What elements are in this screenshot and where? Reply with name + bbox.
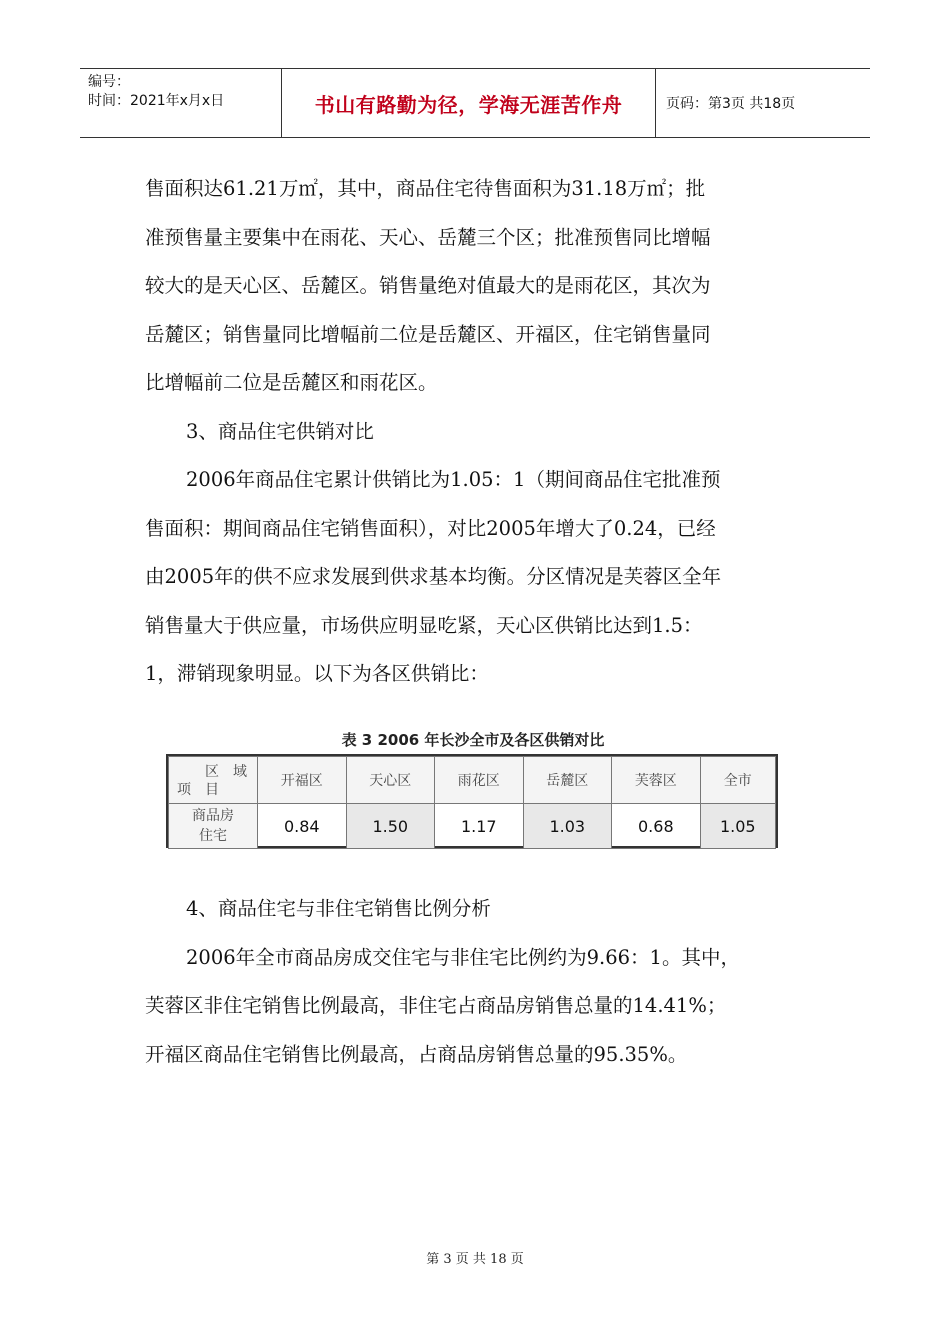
- paragraph-line: 较大的是天心区、岳麓区。销售量绝对值最大的是雨花区，其次为: [145, 274, 711, 297]
- header-date-label: 时间：2021年x月x日: [88, 93, 225, 109]
- section-heading-4: 4、商品住宅与非住宅销售比例分析: [186, 897, 491, 920]
- document-body-section-4: [145, 885, 810, 1079]
- paragraph-line: 比增幅前二位是岳麓区和雨花区。: [145, 371, 438, 394]
- table-cell: 1.17: [435, 804, 524, 849]
- row-label-line: 商品房: [192, 808, 234, 824]
- header-motto: 书山有路勤为径，学海无涯苦作舟: [282, 69, 656, 137]
- table-cell: 1.50: [346, 804, 435, 849]
- paragraph-line: 岳麓区；销售量同比增幅前二位是岳麓区、开福区，住宅销售量同: [145, 322, 711, 346]
- paragraph-line: 2006年全市商品房成交住宅与非住宅比例约为9.66：1。其中，: [186, 945, 740, 969]
- row-label: [169, 804, 258, 849]
- table-row: [169, 804, 776, 849]
- table-cell: 1.03: [523, 804, 612, 849]
- paragraph-line: 2006年商品住宅累计供销比为1.05：1（期间商品住宅批准预: [186, 468, 721, 491]
- document-header: [80, 68, 870, 138]
- table-cell: 0.68: [612, 804, 701, 849]
- column-header: 芙蓉区: [612, 757, 701, 804]
- column-header: 全市: [700, 757, 775, 804]
- paragraph-line: 芙蓉区非住宅销售比例最高，非住宅占商品房销售总量的14.41%；: [145, 994, 727, 1017]
- paragraph-line: 由2005年的供不应求发展到供求基本均衡。分区情况是芙蓉区全年: [145, 565, 722, 588]
- document-body: [145, 165, 810, 699]
- supply-sales-table: [166, 754, 778, 848]
- header-page-code: 页码：第3页 共18页: [666, 96, 796, 112]
- table-corner-cell: [169, 757, 258, 804]
- table-cell: 0.84: [258, 804, 347, 849]
- paragraph-line: 开福区商品住宅销售比例最高，占商品房销售总量的95.35%。: [145, 1042, 688, 1066]
- table-cell: 1.05: [700, 804, 775, 849]
- paragraph-line: 售面积：期间商品住宅销售面积），对比2005年增大了0.24，已经: [145, 516, 716, 540]
- header-meta: [80, 69, 282, 137]
- section-heading-3: 3、商品住宅供销对比: [186, 419, 374, 443]
- column-header: 开福区: [258, 757, 347, 804]
- paragraph-line: 销售量大于供应量，市场供应明显吃紧，天心区供销比达到1.5：: [145, 613, 703, 637]
- column-header: 岳麓区: [523, 757, 612, 804]
- corner-top-label: 区 域: [205, 764, 247, 780]
- paragraph-line: 1，滞销现象明显。以下为各区供销比：: [145, 662, 489, 685]
- table-caption: 表 3 2006 年长沙全市及各区供销对比: [341, 731, 605, 749]
- row-label-line: 住宅: [199, 828, 227, 844]
- header-number-label: 编号：: [88, 74, 130, 90]
- column-header: 雨花区: [435, 757, 524, 804]
- column-header: 天心区: [346, 757, 435, 804]
- paragraph-line: 准预售量主要集中在雨花、天心、岳麓三个区；批准预售同比增幅: [145, 225, 711, 249]
- page-footer: 第 3 页 共 18 页: [426, 1252, 524, 1267]
- paragraph-line: 售面积达61.21万㎡，其中，商品住宅待售面积为31.18万㎡；批: [145, 177, 706, 200]
- corner-bottom-label: 项 目: [177, 782, 219, 798]
- table-header-row: [169, 757, 776, 804]
